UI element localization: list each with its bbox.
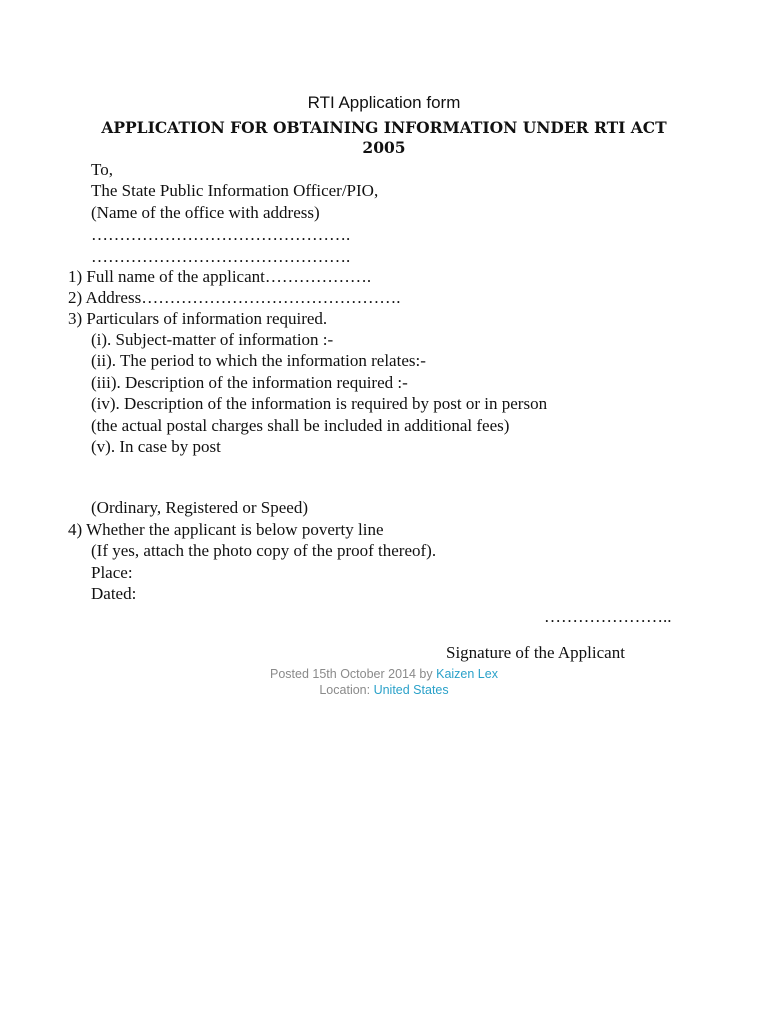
signature-label: Signature of the Applicant <box>446 643 625 662</box>
form-line-dots-1: ………………………………………. <box>91 225 351 244</box>
form-line-post-type: (Ordinary, Registered or Speed) <box>91 498 308 517</box>
form-line-item-ii: (ii). The period to which the information relates:- <box>91 351 426 370</box>
form-line-poverty: 4) Whether the applicant is below poverty line <box>68 520 384 539</box>
form-line-postal-charges: (the actual postal charges shall be included in additional fees) <box>91 416 510 435</box>
location-meta-line <box>0 682 768 698</box>
form-line-dated: Dated: <box>91 584 137 603</box>
form-line-place: Place: <box>91 563 133 582</box>
post-meta-line <box>0 666 768 682</box>
form-line-full-name: 1) Full name of the applicant………………. <box>68 267 372 286</box>
posted-date-text: Posted 15th October 2014 by <box>270 667 437 681</box>
form-line-item-i: (i). Subject-matter of information :- <box>91 330 334 349</box>
signature-dots: ………………….. <box>544 607 672 626</box>
document-subtitle: APPLICATION FOR OBTAINING INFORMATION UNDER RTI ACT 2005 <box>101 118 667 157</box>
form-line-address: 2) Address………………………………………. <box>68 288 401 307</box>
form-line-to: To, <box>91 160 113 179</box>
form-line-office-name: (Name of the office with address) <box>91 203 320 222</box>
location-label: Location: <box>319 683 374 697</box>
form-line-proof: (If yes, attach the photo copy of the proof thereof). <box>91 541 437 560</box>
form-line-particulars: 3) Particulars of information required. <box>68 309 328 328</box>
form-line-item-iii: (iii). Description of the information required :- <box>91 373 408 392</box>
document-title: RTI Application form <box>307 93 461 112</box>
form-line-dots-2: ………………………………………. <box>91 247 351 266</box>
form-line-officer: The State Public Information Officer/PIO, <box>91 181 379 200</box>
location-link[interactable]: United States <box>373 683 449 697</box>
form-line-item-v: (v). In case by post <box>91 437 221 456</box>
author-link[interactable]: Kaizen Lex <box>436 667 498 681</box>
form-line-item-iv: (iv). Description of the information is required by post or in person <box>91 394 548 413</box>
